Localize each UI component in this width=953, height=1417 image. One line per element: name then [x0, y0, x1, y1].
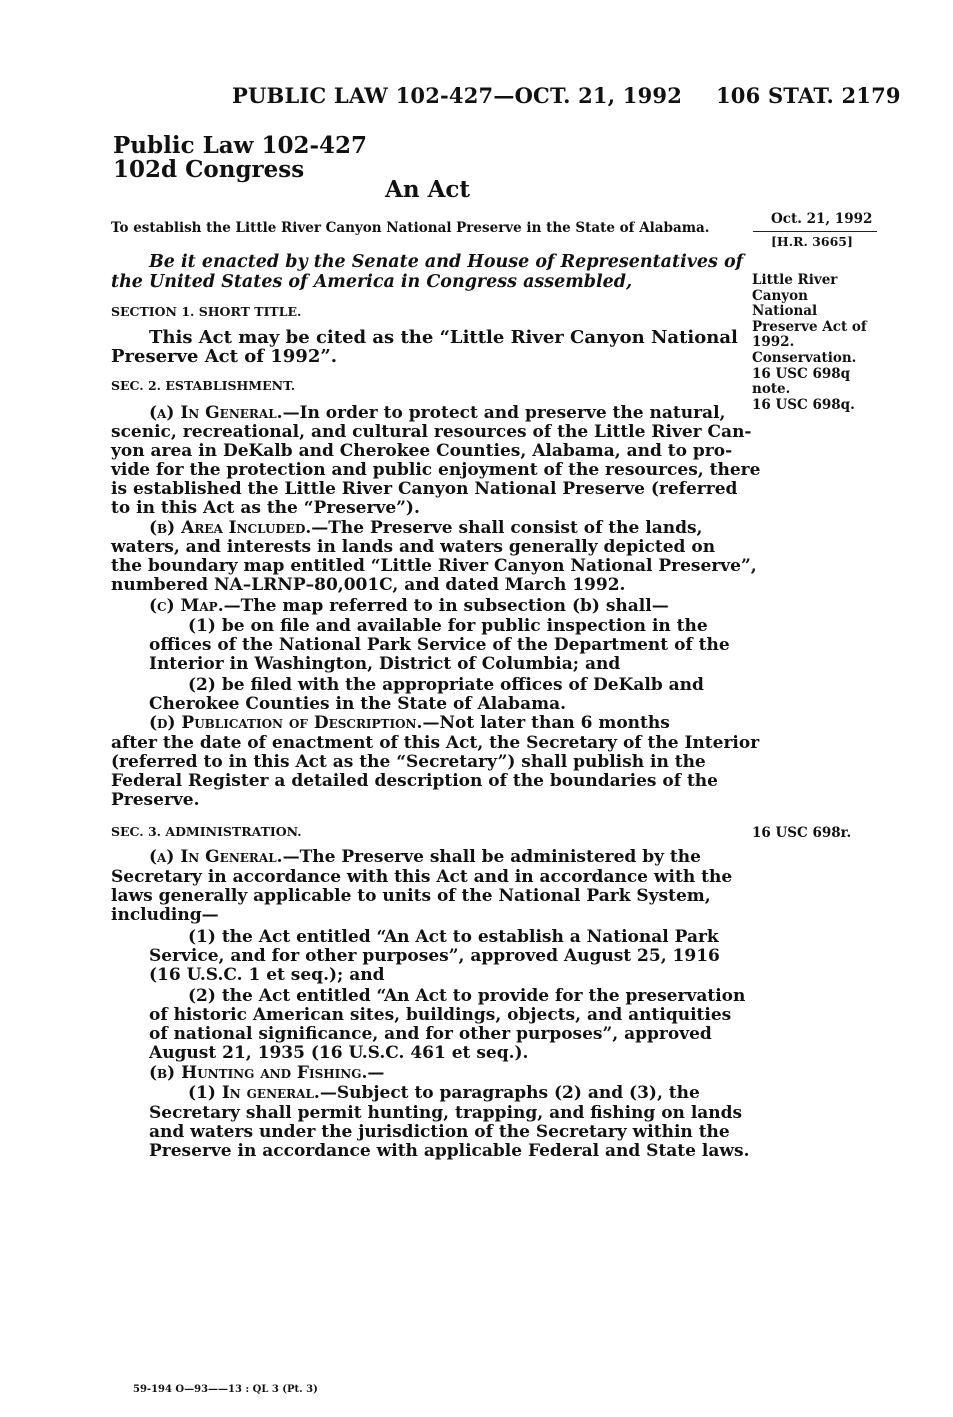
margin-rule: [753, 231, 877, 232]
print-code-footer: 59-194 O—93——13 : QL 3 (Pt. 3): [133, 1384, 318, 1395]
subsection-2d-line: Preserve.: [111, 790, 200, 810]
margin-date: Oct. 21, 1992: [771, 211, 873, 227]
subsection-3a-line: (1) the Act entitled “An Act to establish a National Park: [188, 927, 719, 947]
subsection-2a-line: is established the Little River Canyon National Preserve (referred: [111, 479, 738, 499]
paragraph-3b1-line: Secretary shall permit hunting, trapping, and fishing on lands: [149, 1103, 743, 1123]
subsection-2a-text: —In order to protect and preserve the natural,: [282, 403, 726, 423]
margin-note-5: Conservation.: [752, 350, 857, 366]
subsection-3a-line: August 21, 1935 (16 U.S.C. 461 et seq.).: [149, 1043, 529, 1063]
subsection-3a-line: of national significance, and for other purposes”, approved: [149, 1024, 712, 1044]
margin-note-4: 1992.: [752, 334, 795, 350]
margin-bill-number: [H.R. 3665]: [771, 234, 853, 249]
subsection-2b-line: the boundary map entitled “Little River Canyon National Preserve”,: [111, 556, 757, 576]
section-3-heading: SEC. 3. ADMINISTRATION.: [111, 824, 302, 839]
paragraph-3b1-line: and waters under the jurisdiction of the Secretary within the: [149, 1122, 730, 1142]
subsection-2b-first-line: [149, 519, 702, 538]
subsection-3a-line: (16 U.S.C. 1 et seq.); and: [149, 965, 385, 985]
subsection-2b-label: (b) Area Included.: [149, 518, 312, 538]
paragraph-3b1-first-line: [188, 1084, 700, 1103]
subsection-2c-line: Cherokee Counties in the State of Alabama.: [149, 694, 567, 714]
subsection-3a-text: —The Preserve shall be administered by the: [282, 847, 701, 867]
subsection-3a-line: Secretary in accordance with this Act and in accordance with the: [111, 867, 733, 887]
margin-note-7: note.: [752, 381, 791, 397]
subsection-2c-line: Interior in Washington, District of Columbia; and: [149, 654, 621, 674]
subsection-2c-line: (1) be on file and available for public inspection in the: [188, 616, 708, 636]
subsection-3a-line: of historic American sites, buildings, objects, and antiquities: [149, 1005, 732, 1025]
subsection-3a-line: Service, and for other purposes”, approved August 25, 1916: [149, 946, 720, 966]
subsection-2c-label: (c) Map.: [149, 596, 224, 616]
section-1-line: Preserve Act of 1992”.: [111, 346, 337, 367]
section-2-heading: SEC. 2. ESTABLISHMENT.: [111, 378, 296, 393]
subsection-2d-text: —Not later than 6 months: [422, 713, 670, 733]
subsection-2a-line: scenic, recreational, and cultural resources of the Little River Can-: [111, 422, 752, 442]
section-1-line: This Act may be cited as the “Little River Canyon National: [149, 327, 738, 348]
margin-note-8: 16 USC 698q.: [752, 397, 855, 413]
subsection-3a-line: laws generally applicable to units of the National Park System,: [111, 886, 711, 906]
margin-note-2: National: [752, 303, 818, 319]
subsection-2b-line: waters, and interests in lands and waters generally depicted on: [111, 537, 716, 557]
subsection-2c-line: (2) be filed with the appropriate offices of DeKalb and: [188, 675, 704, 695]
subsection-2d-line: (referred to in this Act as the “Secretary”) shall publish in the: [111, 752, 706, 772]
subsection-2d-label: (d) Publication of Description.: [149, 713, 423, 733]
subsection-2d-line: Federal Register a detailed description of the boundaries of the: [111, 771, 718, 791]
margin-note-1: Canyon: [752, 288, 808, 304]
subsection-3b-label: (b) Hunting and Fishing.: [149, 1063, 368, 1083]
subsection-2c-line: offices of the National Park Service of the Department of the: [149, 635, 730, 655]
subsection-3a-line: (2) the Act entitled “An Act to provide for the preservation: [188, 986, 746, 1006]
subsection-2b-text: —The Preserve shall consist of the lands,: [311, 518, 703, 538]
subsection-2a-label: (a) In General.: [149, 403, 283, 423]
enacting-clause-line-1: Be it enacted by the Senate and House of Representatives of: [149, 252, 744, 272]
act-purpose: To establish the Little River Canyon National Preserve in the State of Alabama.: [111, 220, 710, 236]
subsection-2a-first-line: [149, 404, 725, 423]
subsection-3a-line: including—: [111, 905, 219, 925]
statute-page-number: 106 STAT. 2179: [716, 83, 901, 108]
margin-note-0: Little River: [752, 272, 838, 288]
subsection-2c-text: —The map referred to in subsection (b) shall—: [223, 596, 669, 616]
subsection-3b-heading-line: [149, 1064, 384, 1083]
subsection-2a-line: vide for the protection and public enjoyment of the resources, there: [111, 460, 761, 480]
subsection-2d-first-line: [149, 714, 670, 733]
subsection-3b-dash: —: [367, 1063, 385, 1083]
subsection-2c-first-line: [149, 597, 669, 616]
enacting-clause-line-2: the United States of America in Congress assembled,: [111, 272, 633, 292]
subsection-2a-line: to in this Act as the “Preserve”).: [111, 498, 420, 518]
subsection-2d-line: after the date of enactment of this Act, the Secretary of the Interior: [111, 733, 760, 753]
subsection-3a-label: (a) In General.: [149, 847, 283, 867]
public-law-number: Public Law 102-427: [113, 132, 368, 159]
margin-note-6: 16 USC 698q: [752, 366, 851, 382]
paragraph-3b1-line: Preserve in accordance with applicable Federal and State laws.: [149, 1141, 750, 1161]
subsection-2b-line: numbered NA–LRNP–80,001C, and dated March 1992.: [111, 575, 626, 595]
section-1-heading: SECTION 1. SHORT TITLE.: [111, 304, 302, 319]
subsection-2a-line: yon area in DeKalb and Cherokee Counties, Alabama, and to pro-: [111, 441, 733, 461]
paragraph-3b1-label: (1) In general.: [188, 1083, 320, 1103]
subsection-3a-first-line: [149, 848, 701, 867]
paragraph-3b1-text: —Subject to paragraphs (2) and (3), the: [319, 1083, 700, 1103]
running-header-title: PUBLIC LAW 102-427—OCT. 21, 1992: [232, 83, 683, 108]
margin-note-3: Preserve Act of: [752, 319, 867, 335]
margin-note-sec3: 16 USC 698r.: [752, 825, 852, 841]
an-act-heading: An Act: [385, 176, 471, 203]
congress-number: 102d Congress: [113, 156, 305, 183]
